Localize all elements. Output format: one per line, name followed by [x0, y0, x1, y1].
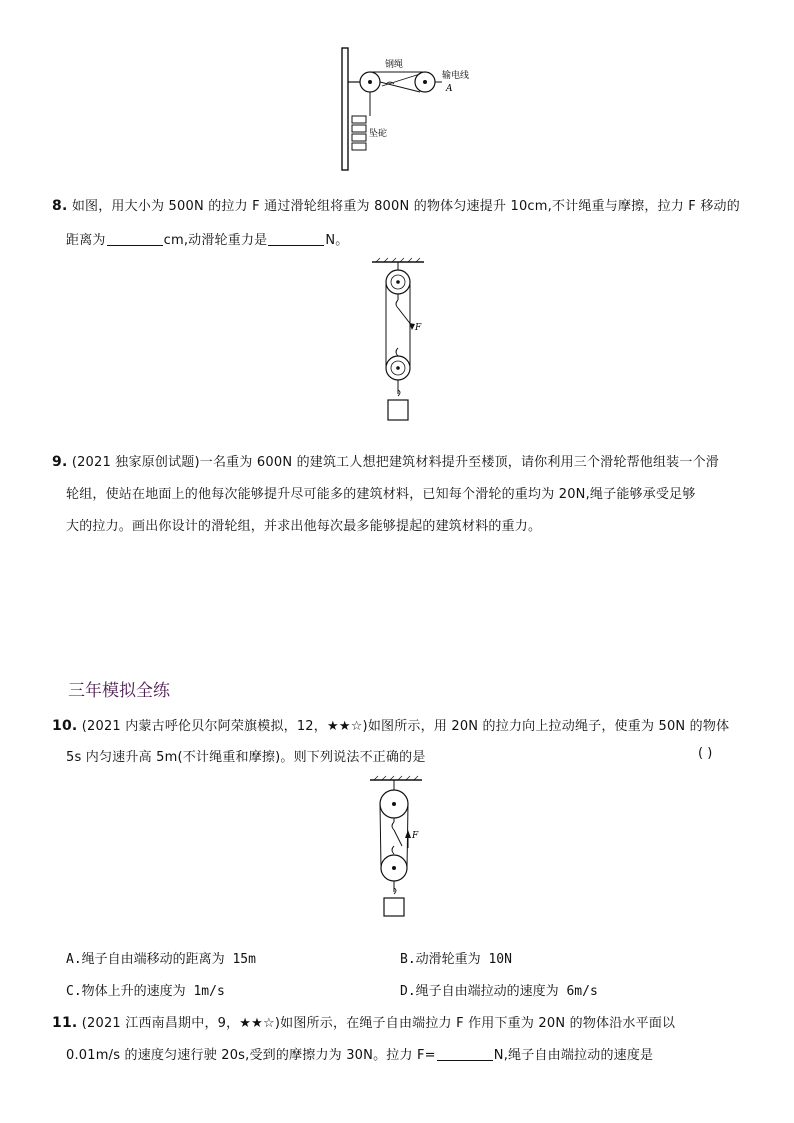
q10-option-d[interactable]: D.绳子自由端拉动的速度为 6m/s	[400, 984, 598, 999]
q8-pulley-figure	[368, 256, 428, 428]
load-block	[388, 400, 408, 420]
q10-option-a[interactable]: A.绳子自由端移动的距离为 15m	[66, 952, 256, 967]
q10-pulley-figure	[366, 774, 426, 922]
q8-blank-distance[interactable]	[107, 233, 163, 246]
q11-text-line1: (2021 江西南昌期中，9，★★☆)如图所示，在绳子自由端拉力 F 作用下重为 20N 的物体沿水平面以	[81, 1016, 676, 1031]
rope-label: 钢绳	[385, 60, 404, 70]
q10-option-c[interactable]: C.物体上升的速度为 1m/s	[66, 984, 225, 999]
force-label: F	[412, 831, 419, 841]
q10-text-line1: (2021 内蒙古呼伦贝尔阿荣旗模拟，12，★★☆)如图所示，用 20N 的拉力向上拉动绳子，使重为 50N 的物体	[81, 719, 730, 734]
q8-text-line1: 如图，用大小为 500N 的拉力 F 通过滑轮组将重为 800N 的物体匀速提升 10cm,不计绳重与摩擦，拉力 F 移动的	[71, 199, 740, 214]
q9-line3	[66, 515, 541, 534]
q10-line1	[52, 715, 729, 734]
q9-number: 9.	[52, 454, 68, 470]
q9-text-line1: (2021 独家原创试题)一名重为 600N 的建筑工人想把建筑材料提升至楼顶，请你利用三个滑轮帮他组装一个滑	[71, 455, 719, 470]
point-a-label: A	[446, 84, 453, 94]
load-block	[384, 898, 404, 916]
q11-line1	[52, 1012, 675, 1031]
q10-option-b[interactable]: B.动滑轮重为 10N	[400, 952, 512, 967]
q8-text-line2c: N。	[325, 233, 349, 248]
pulley-wire-figure	[330, 44, 480, 172]
weight-label: 坠砣	[369, 129, 388, 139]
q10-answer-paren[interactable]: ( )	[698, 746, 713, 761]
q10-number: 10.	[52, 718, 78, 734]
q9-line2	[66, 483, 696, 502]
q10-text-line2: 5s 内匀速升高 5m(不计绳重和摩擦)。则下列说法不正确的是	[66, 750, 426, 765]
wire-label: 输电线	[442, 71, 470, 81]
q8-number: 8.	[52, 198, 68, 214]
q8-text-line2b: cm,动滑轮重力是	[163, 233, 268, 248]
section-title: 三年模拟全练	[68, 681, 170, 701]
q11-line2	[66, 1044, 653, 1063]
pole	[342, 48, 348, 170]
q9-line1	[52, 451, 719, 470]
q11-text-line2a: 0.01m/s 的速度匀速行驶 20s,受到的摩擦力为 30N。拉力 F=	[66, 1048, 436, 1063]
q8-blank-weight[interactable]	[268, 233, 324, 246]
q9-text-line2: 轮组，使站在地面上的他每次能够提升尽可能多的建筑材料，已知每个滑轮的重均为 20N,绳子能够承受足够	[66, 487, 696, 502]
q11-number: 11.	[52, 1015, 78, 1031]
q11-blank-force[interactable]	[437, 1048, 493, 1061]
force-label: F	[415, 323, 422, 333]
q10-line2	[66, 746, 426, 765]
q8-line2	[66, 229, 348, 248]
q11-text-line2b: N,绳子自由端拉动的速度是	[493, 1048, 654, 1063]
q8-line1	[52, 195, 740, 214]
q9-text-line3: 大的拉力。画出你设计的滑轮组，并求出他每次最多能够提起的建筑材料的重力。	[66, 519, 542, 534]
q8-text-line2a: 距离为	[66, 233, 106, 248]
